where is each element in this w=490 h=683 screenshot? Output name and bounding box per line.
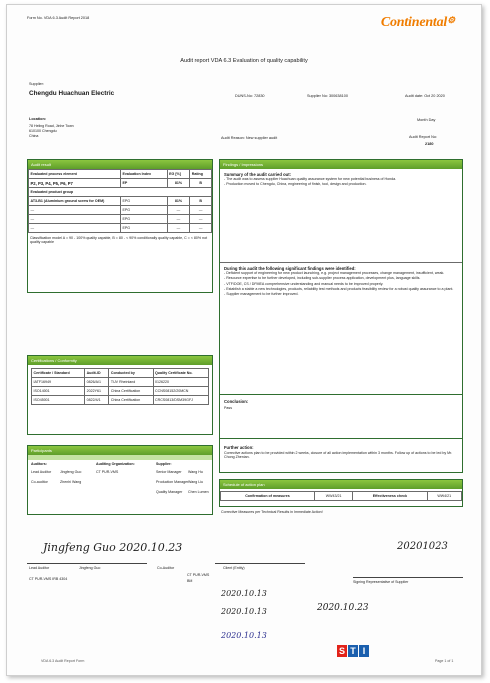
col-process: Evaluated process element xyxy=(29,170,121,179)
supplier-label: Supplier: xyxy=(29,82,44,86)
auditing-org-title: Auditing Organization: xyxy=(96,462,135,466)
handwritten-date: 2020.10.13 xyxy=(221,631,267,640)
cell: WW43/21 xyxy=(314,492,352,501)
certifications-table xyxy=(31,368,209,405)
cell: TUV Rheinland xyxy=(109,378,153,387)
audit-report-no: 2180 xyxy=(425,142,434,146)
cell: IATF16949 xyxy=(32,378,85,387)
footer-left: VDA 6.3 Audit Report Form xyxy=(41,659,85,663)
handwritten-date: 2020.10.13 xyxy=(221,589,267,598)
table-row xyxy=(29,215,212,224)
certifications-title: Certifications / Conformity xyxy=(28,356,212,365)
eg-cell: — xyxy=(167,215,190,224)
process-cell: AT3-B1 (Aluminium ground screw for OEM) xyxy=(29,197,121,206)
process-cell: — xyxy=(29,215,121,224)
summary-line: - The audit was to assess supplier Huachuan quality assurance system for new potential business of Honda. xyxy=(224,177,397,182)
ei-cell: EP xyxy=(121,179,168,188)
supplier-participants-title: Supplier: xyxy=(156,462,172,466)
cell: 2022Y61 xyxy=(85,387,109,396)
cell: ISO14001 xyxy=(32,387,85,396)
month-day: Month Day xyxy=(417,118,436,122)
doc-form-id: Form No. VDA 6.3 Audit Report 2018 xyxy=(27,16,90,20)
audit-report-no-label: Audit Report No: xyxy=(409,135,438,139)
conclusion-box xyxy=(219,395,463,439)
supplier-role: Senior Manager xyxy=(156,470,182,474)
action-plan-title: Schedule of action plan xyxy=(220,480,462,489)
cell: 0822/4/1 xyxy=(85,396,109,405)
cell: 0126220 xyxy=(153,378,208,387)
finding-line: - VTF/DOE, CS / DFMEA comprehensive understanding and manual needs to be improved properly. xyxy=(224,281,384,286)
eg-cell: 81% xyxy=(167,197,190,206)
cell: WW4/21 xyxy=(427,492,461,501)
findings-title: Findings / Impressions xyxy=(220,160,462,169)
table-row xyxy=(29,197,212,206)
location-label: Location: xyxy=(29,117,47,121)
action-plan-table xyxy=(220,491,462,501)
col-eg: EG [%] xyxy=(167,170,190,179)
rating-cell: — xyxy=(190,206,212,215)
supplier-person: Wang Hu xyxy=(188,470,203,474)
sig-lead-auditor-dept: CT PUR-VMS IRB 4304 xyxy=(29,577,68,581)
sig-coauditor-label: Co-Auditor xyxy=(157,566,175,570)
table-row xyxy=(29,179,212,188)
handwritten-date: 2020.10.23 xyxy=(317,603,369,613)
eg-cell: 81% xyxy=(167,179,190,188)
action-plan-note: Corrective Measures per Technical Results in Immediate Action! xyxy=(221,510,323,514)
supplier-person: Chen Lumen xyxy=(188,490,209,494)
process-cell: — xyxy=(29,224,121,233)
col-certificate: Certificate / Standard xyxy=(32,369,85,378)
lead-auditor-signature: Jingfeng Guo 2020.10.23 xyxy=(43,541,183,554)
supplier-name: Chengdu Huachuan Electric xyxy=(29,90,115,97)
ei-cell: EPG xyxy=(121,197,168,206)
process-cell: P2, P3, P4, P5, P6, P7 xyxy=(29,179,121,188)
participants-panel xyxy=(27,445,213,515)
summary-line: - Production moved to Chengdu, China, engineering of finish, tool, design and production. xyxy=(224,182,367,187)
conclusion-text: Pass xyxy=(224,406,232,410)
handwritten-date: 2020.10.13 xyxy=(221,607,267,616)
cell: China Certification xyxy=(109,396,153,405)
table-row xyxy=(32,378,209,387)
cell: Confirmation of measures xyxy=(221,492,315,501)
ei-cell: EPG xyxy=(121,215,168,224)
rating-cell: — xyxy=(190,224,212,233)
cell: China Certification xyxy=(109,387,153,396)
auditors-title: Auditors: xyxy=(31,462,47,466)
table-row xyxy=(32,396,209,405)
col-certificate-no: Quality Certificate No. xyxy=(153,369,208,378)
significant-heading: During this audit the following significant findings were identified: xyxy=(224,266,356,271)
findings-panel xyxy=(219,159,463,395)
cell: ISO45001 xyxy=(32,396,85,405)
finding-line: - Resource expertise to be further developed, including sub-supplier process application, development plus, language skills. xyxy=(224,276,421,281)
participants-title: Participants xyxy=(28,446,212,455)
further-action-heading: Further action: xyxy=(224,445,254,450)
further-action-box xyxy=(219,439,463,473)
col-eval-index: Evaluation Index xyxy=(121,170,168,179)
supplier-role: Production Manager xyxy=(156,480,189,484)
ei-cell: EPG xyxy=(121,206,168,215)
supplier-number: Supplier No: 300638100 xyxy=(307,94,348,98)
classification-footnote: Classification model A = 90 - 100% quality capable, B = 80 - < 90% conditionally quality capable, C = < 80% not quality capable xyxy=(30,236,208,245)
certifications-panel xyxy=(27,355,213,435)
table-row xyxy=(29,224,212,233)
lead-auditor-name: Jingfeng Guo xyxy=(60,470,82,474)
audit-reason: Audit Reason: New supplier audit xyxy=(221,136,278,140)
rating-cell: B xyxy=(190,197,212,206)
location-line-2: 610100 Chengdu xyxy=(29,129,57,133)
conclusion-heading: Conclusion: xyxy=(224,399,249,404)
col-rating: Rating xyxy=(190,170,212,179)
finding-line: - Supplier management to be further improved. xyxy=(224,292,299,297)
finding-line: - Deficient support of engineering for new product launching, e.g. project management processes, change management, insufficient, weak. xyxy=(224,271,445,276)
footer-right: Page 1 of 1 xyxy=(435,659,454,663)
finding-line: - Establish a stable a new technologies, products, reliability test methods and products feasibility review for a robust quality assurance to a plant. xyxy=(224,286,454,291)
supplier-rep-signature: 20201023 xyxy=(397,541,448,552)
sig-coauditor-org: CT PUR-VMS xyxy=(187,573,210,577)
sti-watermark: S T I xyxy=(337,645,369,657)
coauditor-name: Zhenhi Wang xyxy=(60,480,82,484)
duns-number: DUNS-No: 72830 xyxy=(235,94,265,98)
cell: 0826/A/1 xyxy=(85,378,109,387)
table-row xyxy=(221,492,462,501)
rating-cell: — xyxy=(190,215,212,224)
audit-date: Audit date: Oct 20 2020 xyxy=(405,94,445,98)
further-action-text: Corrective actions plan to be provided within 2 weeks, closure of all action implementation within 3 months. Follow up of actions to be led by Mr. Chong Zhenian. xyxy=(224,451,453,460)
col-audit-id: Audit-ID xyxy=(85,369,109,378)
continental-logo: Continental⚙ xyxy=(380,15,455,30)
audit-result-title: Audit result xyxy=(28,160,212,169)
col-conducted-by: Conducted by xyxy=(109,369,153,378)
cell: CRCS0813/DSM39GFJ xyxy=(153,396,208,405)
audit-result-panel xyxy=(27,159,213,293)
sig-supplier-rep-label: Signing Representative of Supplier xyxy=(353,580,409,584)
eg-cell: — xyxy=(167,206,190,215)
sig-lead-auditor-label: Lead Auditor xyxy=(29,566,50,570)
cell: Effectiveness check xyxy=(353,492,427,501)
sig-lead-auditor-name: Jingfeng Guo xyxy=(79,566,101,570)
eg-cell: — xyxy=(167,224,190,233)
document-page xyxy=(6,4,482,676)
action-plan-panel xyxy=(219,479,463,507)
location-line-1: 78 Heling Road, Jinhe Town xyxy=(29,124,74,128)
cell: CCNS08152/20MCN xyxy=(153,387,208,396)
audit-result-table xyxy=(28,169,212,233)
product-group-header: Evaluated product group xyxy=(29,188,212,197)
sig-client-label: Client (Entity) xyxy=(223,566,245,570)
process-cell: — xyxy=(29,206,121,215)
supplier-person: Wang Liu xyxy=(188,480,204,484)
table-row xyxy=(29,206,212,215)
ei-cell: EPG xyxy=(121,224,168,233)
table-row xyxy=(32,387,209,396)
coauditor-label: Co-auditor xyxy=(31,480,48,484)
summary-heading: Summary of the audit carried out: xyxy=(224,172,292,177)
location-line-3: China xyxy=(29,134,39,138)
report-title: Audit report VDA 6.3 Evaluation of quality capability xyxy=(180,58,308,64)
auditing-org: CT PUR-VMS xyxy=(96,470,119,474)
supplier-role: Quality Manager xyxy=(156,490,183,494)
sig-coauditor-id: BM xyxy=(187,579,193,583)
lead-auditor-label: Lead Auditor xyxy=(31,470,52,474)
rating-cell: B xyxy=(190,179,212,188)
